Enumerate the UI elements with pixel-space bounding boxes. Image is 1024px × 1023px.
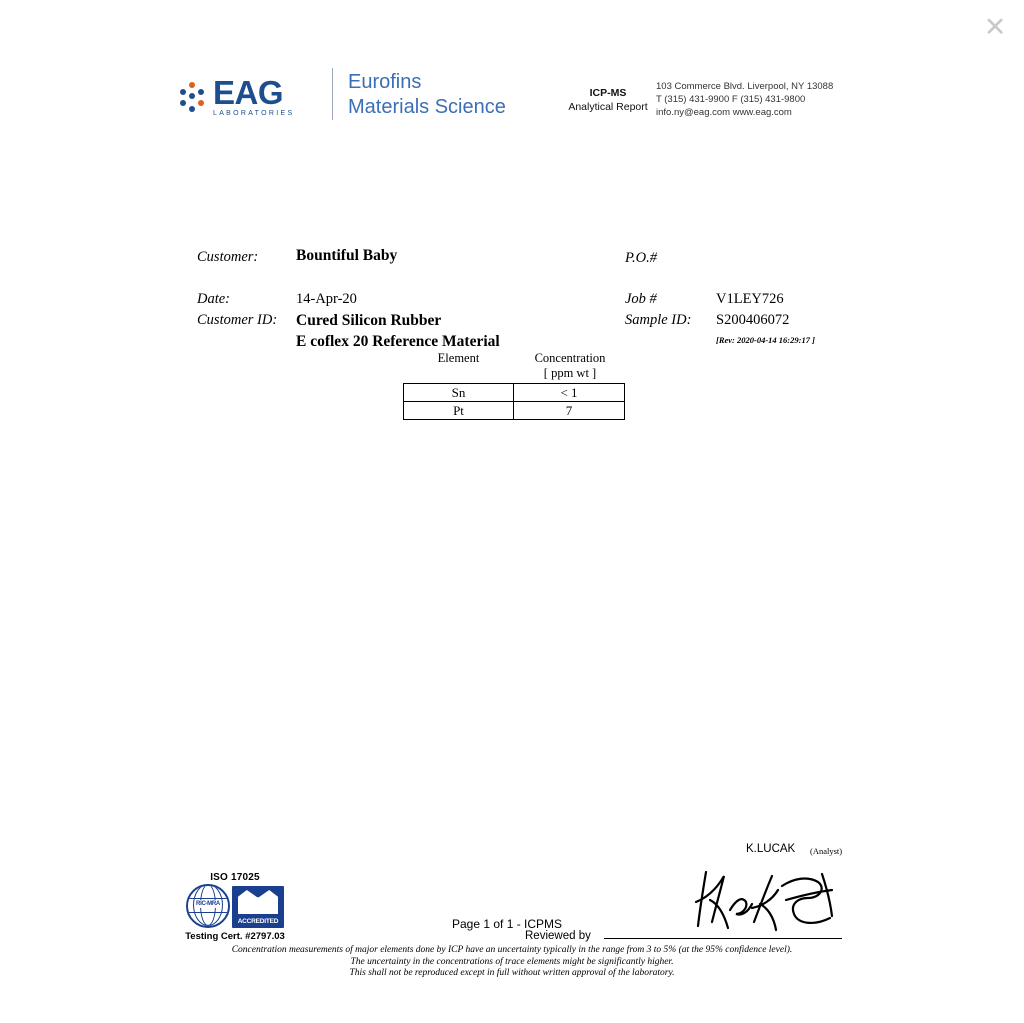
page-number: Page 1 of 1 - ICPMS [452,917,563,931]
eag-dots-icon [178,82,208,112]
report-header [178,68,858,124]
customer-id-label: Customer ID: [197,312,278,328]
analyst-name: K.LUCAK [746,843,796,855]
cell-concentration: 7 [514,402,625,420]
sample-id-label: Sample ID: [625,312,692,328]
testing-cert-number: Testing Cert. #2797.03 [185,931,285,942]
results-col2-header [514,351,626,381]
signature-rule [604,938,842,939]
report-kind: Analytical Report [568,101,648,113]
cell-concentration: < 1 [514,384,625,402]
eurofins-line2: Materials Science [348,96,506,118]
customer-label: Customer: [197,249,259,265]
disclaimer-line-2: The uncertainty in the concentrations of trace elements might be significantly higher. [350,956,674,967]
reviewed-by-label: Reviewed by [525,930,591,942]
sample-id-value: S200406072 [716,312,790,328]
address-line-1: 103 Commerce Blvd. Liverpool, NY 13088 [656,81,834,92]
address-line-2: T (315) 431-9900 F (315) 431-9800 [656,94,806,105]
analyst-role-tag: (Analyst) [810,846,843,856]
date-value: 14-Apr-20 [296,291,357,307]
date-label: Date: [197,291,231,307]
ilac-mra-text: RIC-MRA [188,900,228,908]
accreditation-block [180,872,290,942]
iso-standard-label: ISO 17025 [210,872,260,883]
eag-wordmark: EAG [213,74,284,111]
cell-element: Sn [404,384,514,402]
customer-value: Bountiful Baby [296,247,398,264]
revision-timestamp: [Rev: 2020-04-14 16:29:17 ] [716,335,815,345]
address-line-3: info.ny@eag.com www.eag.com [656,107,792,118]
table-row [404,402,625,420]
eag-logo [178,76,294,117]
table-row [404,384,625,402]
disclaimer-line-1: Concentration measurements of major elements done by ICP have an uncertainty typically in the range from 3 to 5% (at the 95% confidence level). [231,945,793,955]
accredited-seal-icon [232,886,284,928]
eag-laboratories-text: LABORATORIES [213,110,295,117]
lab-address [656,80,833,119]
results-col2-header-line1: Concentration [534,351,606,365]
close-icon[interactable]: ✕ [983,12,1007,42]
results-col1-header: Element [437,351,480,365]
accredited-text: ACCREDITED [237,918,279,925]
customer-id-value-line2: E coflex 20 Reference Material [296,333,500,350]
results-table [403,351,626,420]
ilac-mra-globe-icon [186,884,230,928]
disclaimer-line-3: This shall not be reproduced except in full without written approval of the laboratory. [349,968,675,978]
results-header-row [403,351,626,381]
logo-divider [332,68,333,120]
cell-element: Pt [404,402,514,420]
customer-id-value: Cured Silicon Rubber [296,312,442,329]
po-label: P.O.# [625,250,657,266]
results-col2-header-line2: [ ppm wt ] [543,366,597,380]
eurofins-line1: Eurofins [348,71,422,93]
report-technique: ICP-MS [589,87,627,99]
eurofins-brand [348,70,506,120]
analyst-signature [690,856,850,938]
accreditation-marks [180,886,290,928]
disclaimer [182,945,842,980]
results-grid [403,383,625,420]
job-label: Job # [625,291,657,307]
job-value: V1LEY726 [716,291,784,307]
